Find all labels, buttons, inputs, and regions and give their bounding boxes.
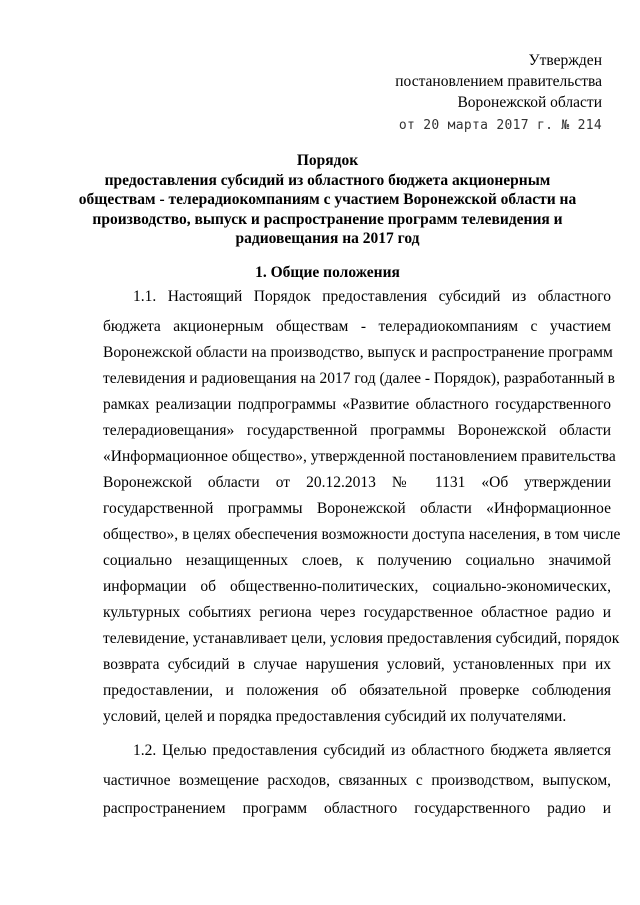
paragraph-line: информации об общественно-политических, социально-экономических,	[103, 578, 611, 595]
document-title	[60, 151, 595, 249]
paragraph-line: бюджета акционерным обществам - телерадиокомпаниям с участием	[103, 318, 611, 335]
paragraph-line: предоставлении, и положения об обязательной проверке соблюдения	[103, 682, 611, 699]
paragraph-line: условий, целей и порядка предоставления субсидий их получателями.	[103, 708, 567, 725]
approval-line-resolution: постановлением правительства	[395, 73, 602, 90]
paragraph-line: 1.2. Целью предоставления субсидий из областного бюджета является	[133, 742, 611, 759]
title-line: производство, выпуск и распространение программ телевидения и	[92, 210, 563, 228]
approval-line-region: Воронежской области	[457, 94, 602, 111]
approval-block	[395, 50, 602, 136]
title-line: радиовещания на 2017 год	[235, 230, 420, 247]
paragraph-line: 1.1. Настоящий Порядок предоставления субсидий из областного	[133, 288, 611, 305]
paragraph-line: культурных событиях региона через государственное областное радио и	[103, 604, 611, 621]
title-line: предоставления субсидий из областного бюджета акционерным	[104, 171, 551, 189]
approval-date-stamp: от 20 марта 2017 г. № 214	[398, 118, 602, 133]
paragraph-line: «Информационное общество», утвержденной постановлением правительства	[103, 448, 616, 465]
paragraph-line: социально незащищенных слоев, к получению социально значимой	[103, 552, 611, 569]
paragraph-line: Воронежской области на производство, выпуск и распространение программ	[103, 344, 613, 361]
paragraph-line: распространением программ областного государственного радио и	[103, 800, 611, 817]
paragraph-line: телевидение, устанавливает цели, условия предоставления субсидий, порядок	[103, 630, 620, 647]
paragraph-line: телерадиовещания» государственной программы Воронежской области	[103, 422, 611, 439]
title-line: обществам - телерадиокомпаниям с участием Воронежской области на	[78, 191, 577, 208]
title-line: Порядок	[296, 152, 359, 169]
paragraph-line: Воронежской области от 20.12.2013 № 1131 «Об утверждении	[103, 474, 611, 491]
paragraph-line: возврата субсидий в случае нарушения условий, установленных при их	[103, 656, 611, 673]
paragraph-line: общество», в целях обеспечения возможности доступа населения, в том числе	[103, 526, 621, 543]
paragraph-line: частичное возмещение расходов, связанных с производством, выпуском,	[103, 772, 611, 789]
paragraph-line: рамках реализации подпрограммы «Развитие областного государственного	[103, 396, 611, 413]
paragraph-line: государственной программы Воронежской области «Информационное	[103, 500, 611, 517]
approval-line-approved: Утвержден	[528, 52, 602, 69]
section-heading: 1. Общие положения	[255, 264, 400, 281]
paragraph-line: телевидения и радиовещания на 2017 год (далее - Порядок), разработанный в	[103, 370, 615, 387]
